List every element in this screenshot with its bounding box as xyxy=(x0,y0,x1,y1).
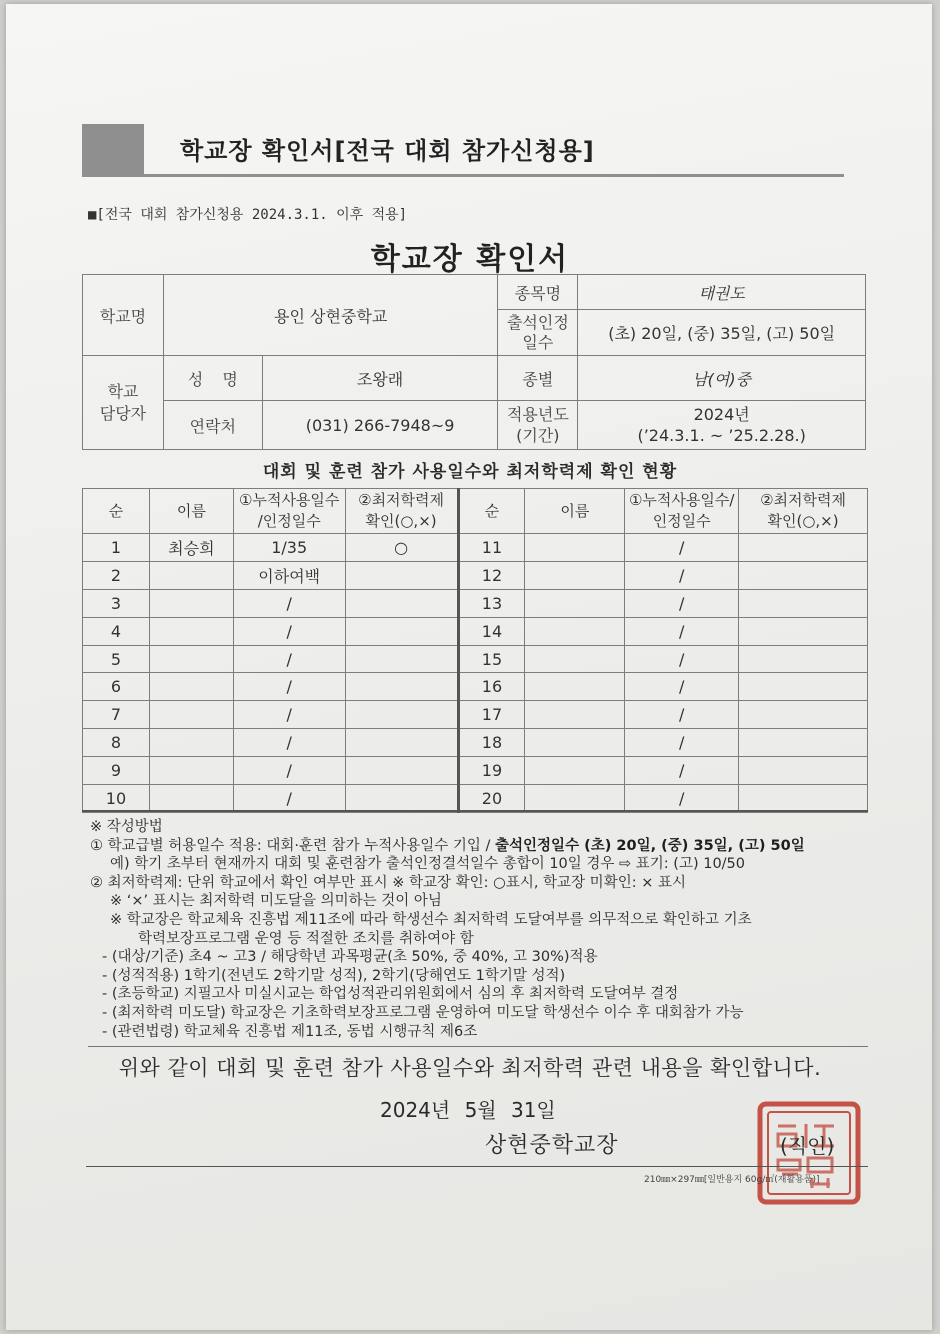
header-academic: ②최저학력제 확인(○,×) xyxy=(345,489,458,534)
usage-table xyxy=(82,488,868,813)
table-cell-d1: / xyxy=(233,785,345,813)
confirmation-statement: 위와 같이 대회 및 훈련 참가 사용일수와 최저학력 관련 내용을 확인합니다. xyxy=(118,1056,822,1080)
table-cell-a2 xyxy=(739,561,868,589)
table-cell-a2 xyxy=(739,757,868,785)
table-cell-n1: 5 xyxy=(83,645,150,673)
table-cell-d2: / xyxy=(625,561,739,589)
table-cell-name1 xyxy=(149,701,233,729)
table-cell-name2 xyxy=(525,757,625,785)
table-cell-name2 xyxy=(525,561,625,589)
table-row xyxy=(83,729,868,757)
table-cell-d1: / xyxy=(233,701,345,729)
table-cell-d1: / xyxy=(233,589,345,617)
note-7: - (성적적용) 1학기(전년도 2학기말 성적), 2학기(당해연도 1학기말 성적) xyxy=(102,967,566,984)
table-row xyxy=(83,701,868,729)
table-cell-a2 xyxy=(739,729,868,757)
table-cell-d2: / xyxy=(625,757,739,785)
attendance-label: 출석인정 일수 xyxy=(498,310,578,356)
seal-label: (직인) xyxy=(780,1134,835,1158)
notes xyxy=(90,818,805,1041)
table-row xyxy=(83,589,868,617)
header-no: 순 xyxy=(83,489,150,534)
banner-rule xyxy=(82,174,844,177)
bottom-rule xyxy=(86,1166,868,1167)
table-cell-d2: / xyxy=(625,673,739,701)
note-10: - (관련법령) 학교체육 진흥법 제11조, 동법 시행규칙 제6조 xyxy=(102,1023,478,1040)
header-academic-2: ②최저학력제 확인(○,×) xyxy=(739,489,868,534)
school-label: 학교명 xyxy=(83,275,164,356)
table-cell-n2: 19 xyxy=(458,757,525,785)
table-cell-a1: ○ xyxy=(345,534,458,562)
table-cell-n1: 8 xyxy=(83,729,150,757)
table-cell-d2: / xyxy=(625,785,739,813)
table-cell-n2: 15 xyxy=(458,645,525,673)
table-cell-d1: / xyxy=(233,757,345,785)
table-cell-a2 xyxy=(739,645,868,673)
table-cell-n2: 13 xyxy=(458,589,525,617)
table-cell-d2: / xyxy=(625,701,739,729)
table-cell-name1 xyxy=(149,617,233,645)
table-cell-n1: 3 xyxy=(83,589,150,617)
note-1-example: 예) 학기 초부터 현재까지 대회 및 훈련참가 출석인정결석일수 총합이 10일 경우 ⇨ 표기: (고) 10/50 xyxy=(110,856,746,873)
table-cell-a1 xyxy=(345,617,458,645)
table-cell-n1: 6 xyxy=(83,673,150,701)
table-cell-d1: 1/35 xyxy=(233,534,345,562)
info-table xyxy=(82,274,866,450)
header-days-2: ①누적사용일수/ 인정일수 xyxy=(625,489,739,534)
issue-date: 2024년 5월 31일 xyxy=(380,1098,556,1122)
table-cell-n1: 4 xyxy=(83,617,150,645)
table-cell-name1 xyxy=(149,673,233,701)
table-cell-a1 xyxy=(345,561,458,589)
banner-block xyxy=(82,124,144,174)
table-cell-d2: / xyxy=(625,534,739,562)
table-cell-d2: / xyxy=(625,645,739,673)
note-2: ② 최저학력제: 단위 학교에서 확인 여부만 표시 ※ 학교장 확인: ○표시, 학교장 미확인: × 표시 xyxy=(90,874,686,891)
table-cell-a2 xyxy=(739,785,868,813)
table-cell-n2: 17 xyxy=(458,701,525,729)
table-cell-a1 xyxy=(345,785,458,813)
banner-title: 학교장 확인서[전국 대회 참가신청용] xyxy=(180,137,595,165)
manager-label: 학교 담당자 xyxy=(83,356,164,450)
table-cell-n1: 1 xyxy=(83,534,150,562)
note-8: - (초등학교) 지필고사 미실시교는 학업성적관리위원회에서 심의 후 최저학력 도달여부 결정 xyxy=(102,986,679,1003)
section-title: 대회 및 훈련 참가 사용일수와 최저학력제 확인 현황 xyxy=(262,462,678,482)
sport-value: 태권도 xyxy=(578,275,866,310)
table-cell-name2 xyxy=(525,645,625,673)
table-row xyxy=(83,617,868,645)
period-value: (’24.3.1. ~ ’25.2.28.) xyxy=(637,426,806,445)
table-cell-a2 xyxy=(739,589,868,617)
table-cell-a1 xyxy=(345,645,458,673)
table-cell-a1 xyxy=(345,673,458,701)
table-cell-n1: 10 xyxy=(83,785,150,813)
table-row xyxy=(83,757,868,785)
table-cell-n2: 20 xyxy=(458,785,525,813)
table-cell-a1 xyxy=(345,701,458,729)
table-cell-n1: 2 xyxy=(83,561,150,589)
header-days: ①누적사용일수 /인정일수 xyxy=(233,489,345,534)
notes-heading: ※ 작성방법 xyxy=(90,819,163,835)
table-cell-a1 xyxy=(345,589,458,617)
division-label: 종별 xyxy=(498,356,578,401)
table-cell-name1: 최승희 xyxy=(149,534,233,562)
table-cell-name2 xyxy=(525,729,625,757)
table-row xyxy=(83,645,868,673)
sport-label: 종목명 xyxy=(498,275,578,310)
school-value: 용인 상현중학교 xyxy=(163,275,498,356)
table-cell-n2: 12 xyxy=(458,561,525,589)
note-6: - (대상/기준) 초4 ~ 고3 / 해당학년 과목평균(초 50%, 중 40%, 고 30%)적용 xyxy=(102,949,598,966)
table-cell-n1: 9 xyxy=(83,757,150,785)
table-cell-d2: / xyxy=(625,589,739,617)
table-cell-name1 xyxy=(149,785,233,813)
main-title: 학교장 확인서 xyxy=(370,242,570,277)
table-cell-name1 xyxy=(149,757,233,785)
form-subtitle: ■[전국 대회 참가신청용 2024.3.1. 이후 적용] xyxy=(88,207,408,223)
table-cell-n2: 11 xyxy=(458,534,525,562)
year-cell xyxy=(578,401,866,450)
note-3: ※ ‘×’ 표시는 최저학력 미도달을 의미하는 것이 아님 xyxy=(110,893,442,910)
table-row xyxy=(83,561,868,589)
table-cell-name1 xyxy=(149,645,233,673)
table-cell-name1 xyxy=(149,729,233,757)
table-cell-name2 xyxy=(525,534,625,562)
note-1 xyxy=(90,837,805,856)
table-cell-a1 xyxy=(345,757,458,785)
note-1-text: ① 학교급별 허용일수 적용: 대회·훈련 참가 누적사용일수 기입 / xyxy=(90,837,496,854)
table-cell-a1 xyxy=(345,729,458,757)
table-row xyxy=(83,673,868,701)
year-value: 2024년 xyxy=(693,405,750,424)
header-name: 이름 xyxy=(149,489,233,534)
note-4: ※ 학교장은 학교체육 진흥법 제11조에 따라 학생선수 최저학력 도달여부를 의무적으로 확인하고 기초 xyxy=(110,911,752,928)
table-cell-a2 xyxy=(739,673,868,701)
table-cell-name1 xyxy=(149,589,233,617)
year-label: 적용년도 (기간) xyxy=(498,401,578,450)
table-cell-n1: 7 xyxy=(83,701,150,729)
table-cell-d1: / xyxy=(233,729,345,757)
table-cell-d2: / xyxy=(625,729,739,757)
table-cell-n2: 14 xyxy=(458,617,525,645)
table-cell-d1: / xyxy=(233,673,345,701)
attendance-value: (초) 20일, (중) 35일, (고) 50일 xyxy=(578,310,866,356)
table-cell-name2 xyxy=(525,673,625,701)
notes-rule xyxy=(88,1046,868,1047)
table-cell-d1: 이하여백 xyxy=(233,561,345,589)
note-5: 학력보장프로그램 운영 등 적절한 조치를 취하여야 함 xyxy=(138,930,474,947)
paper-spec: 210㎜×297㎜[일반용지 60g/㎡(재활용품)] xyxy=(644,1175,820,1185)
table-cell-name2 xyxy=(525,701,625,729)
name-label: 성 명 xyxy=(163,356,262,401)
table-cell-a2 xyxy=(739,617,868,645)
header-no-2: 순 xyxy=(458,489,525,534)
division-value: 남(여)중 xyxy=(578,356,866,401)
principal-signature: 상현중학교장 xyxy=(485,1133,619,1158)
table-cell-d1: / xyxy=(233,617,345,645)
table-cell-name2 xyxy=(525,785,625,813)
header-name-2: 이름 xyxy=(525,489,625,534)
table-cell-n2: 18 xyxy=(458,729,525,757)
note-1-bold: 출석인정일수 (초) 20일, (중) 35일, (고) 50일 xyxy=(495,837,805,854)
table-bottom-rule xyxy=(82,810,868,812)
table-row xyxy=(83,785,868,813)
table-cell-name2 xyxy=(525,617,625,645)
table-cell-name1 xyxy=(149,561,233,589)
note-9: - (최저학력 미도달) 학교장은 기초학력보장프로그램 운영하여 미도달 학생선수 이수 후 대회참가 가능 xyxy=(102,1004,744,1021)
contact-value: (031) 266-7948~9 xyxy=(262,401,498,450)
table-cell-a2 xyxy=(739,534,868,562)
table-cell-a2 xyxy=(739,701,868,729)
table-cell-d1: / xyxy=(233,645,345,673)
name-value: 조왕래 xyxy=(262,356,498,401)
table-cell-d2: / xyxy=(625,617,739,645)
table-row xyxy=(83,534,868,562)
contact-label: 연락처 xyxy=(163,401,262,450)
table-cell-n2: 16 xyxy=(458,673,525,701)
table-cell-name2 xyxy=(525,589,625,617)
